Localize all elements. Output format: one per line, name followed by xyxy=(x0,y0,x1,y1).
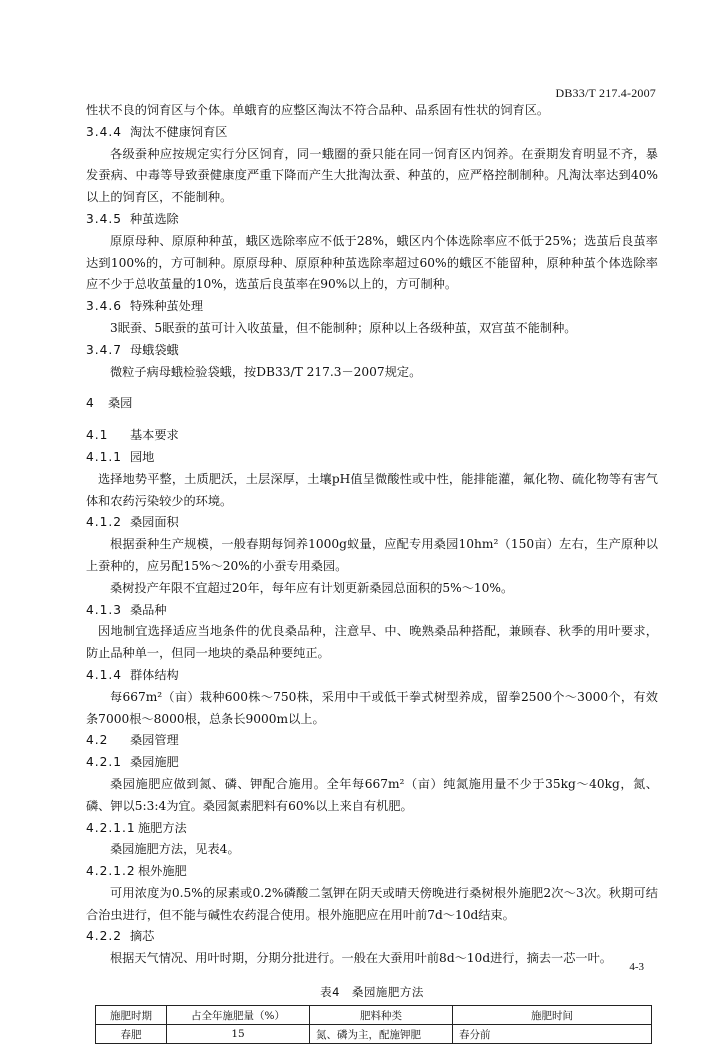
section-title: 桑园 xyxy=(108,396,133,411)
section-number: 4.2 xyxy=(86,733,109,748)
section-number: 4.1 xyxy=(86,428,109,443)
section-number: 4.1.2 xyxy=(86,515,123,530)
page-number: 4-3 xyxy=(629,961,644,973)
paragraph-3-4-7: 微粒子病母蛾检验袋蛾，按DB33/T 217.3－2007规定。 xyxy=(110,364,422,379)
heading-4-2-1-2 xyxy=(86,861,658,883)
heading-3-4-6 xyxy=(86,296,658,318)
heading-3-4-7 xyxy=(86,340,658,362)
section-number: 4.2.1.2 xyxy=(86,864,136,879)
table-cell: 春肥 xyxy=(96,1025,167,1044)
paragraph-4-2-1-2: 可用浓度为0.5%的尿素或0.2%磷酸二氢钾在阴天或晴天傍晚进行桑树根外施肥2次～3次。秋期可结合治虫进行，但不能与碱性农药混合使用。根外施肥应在用叶前7d～10d结束。 xyxy=(86,885,658,922)
section-number: 4.2.1 xyxy=(86,755,123,770)
paragraph-3-4-5: 原原母种、原原种种茧，蛾区选除率应不低于28%，蛾区内个体选除率应不低于25%；选茧后良茧率达到100%的，方可制种。原原母种、原原种种茧选除率超过60%的蛾区不能留种，原种种茧个体选除率应不少于总收茧量的10%，选茧后良茧率在90%以上的，方可制种。 xyxy=(86,233,658,292)
section-title: 园地 xyxy=(130,449,155,464)
table-header-row xyxy=(96,1006,652,1025)
section-title: 基本要求 xyxy=(130,428,179,443)
section-number: 4.2.1.1 xyxy=(86,820,136,835)
paragraph-4-2-1-1: 桑园施肥方法，见表4。 xyxy=(110,842,240,857)
section-number: 3.4.5 xyxy=(86,211,123,226)
section-title: 桑园施肥 xyxy=(130,755,179,770)
section-number: 4.2.2 xyxy=(86,929,123,944)
heading-4-2-1 xyxy=(86,752,658,774)
table-cell: 15 xyxy=(167,1025,310,1044)
paragraph-3-4-6: 3眠蚕、5眠蚕的茧可计入收茧量，但不能制种；原种以上各级种茧，双宫茧不能制种。 xyxy=(110,320,577,335)
section-title: 施肥方法 xyxy=(138,820,187,835)
paragraph-4-1-2b: 桑树投产年限不宜超过20年，每年应有计划更新桑园总面积的5%～10%。 xyxy=(110,580,514,595)
heading-4-2-1-1 xyxy=(86,818,658,840)
section-number: 3.4.6 xyxy=(86,299,123,314)
heading-4-1-4 xyxy=(86,665,658,687)
table-row xyxy=(96,1025,652,1044)
heading-4-2-2 xyxy=(86,926,658,948)
section-title: 摘芯 xyxy=(130,929,155,944)
heading-4-2 xyxy=(86,730,658,752)
heading-4 xyxy=(86,393,658,415)
paragraph-4-1-1: 选择地势平整，土质肥沃，土层深厚，土壤pH值呈微酸性或中性，能排能灌，氟化物、硫化物等有害气体和农药污染较少的环境。 xyxy=(86,471,658,508)
section-title: 桑园面积 xyxy=(130,515,179,530)
paragraph-4-1-4: 每667m²（亩）栽种600株～750株，采用中干或低干拳式树型养成，留拳2500个～3000个，有效条7000根～8000根，总条长9000m以上。 xyxy=(86,689,658,726)
section-title: 淘汰不健康饲育区 xyxy=(130,124,228,139)
section-title: 特殊种茧处理 xyxy=(130,299,204,314)
section-title: 母蛾袋蛾 xyxy=(130,342,179,357)
section-number: 4.1.1 xyxy=(86,449,123,464)
paragraph-4-2-2: 根据天气情况、用叶时期，分期分批进行。一般在大蚕用叶前8d～10d进行，摘去一芯一叶。 xyxy=(110,951,612,966)
table-header-cell: 肥料种类 xyxy=(310,1006,453,1025)
table-cell: 春分前 xyxy=(453,1025,652,1044)
paragraph-4-2-1: 桑园施肥应做到氮、磷、钾配合施用。全年每667m²（亩）纯氮施用量不少于35kg～40kg，氮、磷、钾以5:3:4为宜。桑园氮素肥料有60%以上来自有机肥。 xyxy=(86,776,658,813)
table-cell: 氮、磷为主，配施钾肥 xyxy=(310,1025,453,1044)
section-number: 4.1.4 xyxy=(86,667,123,682)
table-header-cell: 占全年施肥量（%） xyxy=(167,1006,310,1025)
heading-4-1-2 xyxy=(86,512,658,534)
paragraph-continued: 性状不良的饲育区与个体。单蛾育的应整区淘汰不符合品种、品系固有性状的饲育区。 xyxy=(86,103,550,117)
section-number: 3.4.7 xyxy=(86,342,123,357)
paragraph-4-1-2a: 根据蚕种生产规模，一般春期每饲养1000g蚁量，应配专用桑园10hm²（150亩）左右，生产原种以上蚕种的，应另配15%～20%的小蚕专用桑园。 xyxy=(86,537,658,573)
paragraph-3-4-4: 各级蚕种应按规定实行分区饲育，同一蛾圈的蚕只能在同一饲育区内饲养。在蚕期发育明显不齐，暴发蚕病、中毒等导致蚕健康度严重下降而产生大批淘汰蚕、种茧的，应严格控制制种。凡淘汰率达到40%以上的饲育区，不能制种。 xyxy=(86,146,658,205)
section-title: 群体结构 xyxy=(130,667,179,682)
section-title: 种茧选除 xyxy=(130,211,179,226)
section-title: 根外施肥 xyxy=(138,864,187,879)
section-number: 4 xyxy=(86,396,95,411)
paragraph-4-1-3: 因地制宜选择适应当地条件的优良桑品种，注意早、中、晚熟桑品种搭配，兼顾春、秋季的用叶要求，防止品种单一，但同一地块的桑品种要纯正。 xyxy=(86,624,658,661)
heading-4-1-1 xyxy=(86,447,658,469)
heading-3-4-4 xyxy=(86,122,658,144)
section-number: 3.4.4 xyxy=(86,124,123,139)
heading-4-1 xyxy=(86,425,658,447)
section-title: 桑园管理 xyxy=(130,733,179,748)
table-caption: 表4 桑园施肥方法 xyxy=(320,985,424,1000)
fertilization-table xyxy=(95,1005,652,1044)
section-number: 4.1.3 xyxy=(86,602,123,617)
heading-4-1-3 xyxy=(86,600,658,622)
document-code-header: DB33/T 217.4-2007 xyxy=(555,86,656,100)
page-content xyxy=(86,100,658,1044)
table-header-cell: 施肥时间 xyxy=(453,1006,652,1025)
table-header-cell: 施肥时期 xyxy=(96,1006,167,1025)
section-title: 桑品种 xyxy=(130,602,167,617)
heading-3-4-5 xyxy=(86,209,658,231)
